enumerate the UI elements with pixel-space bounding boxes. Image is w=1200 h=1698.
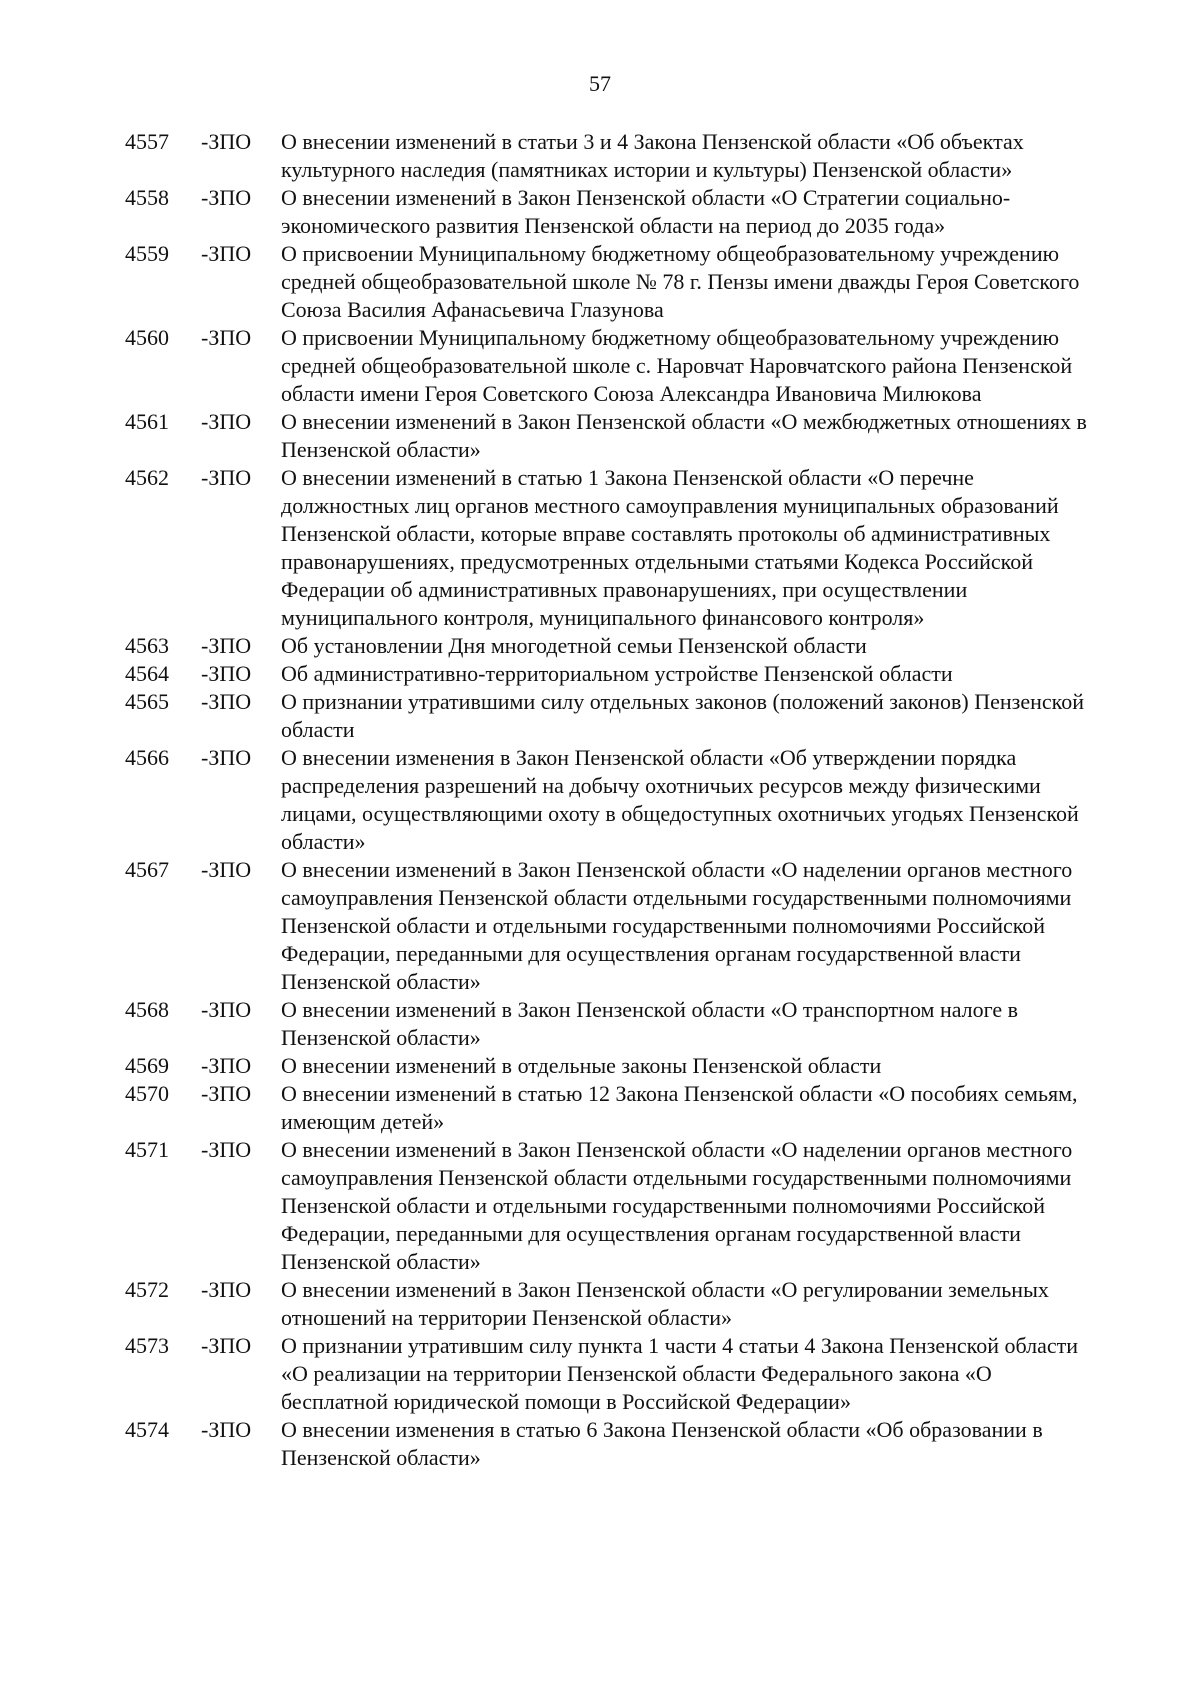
law-title: О внесении изменений в статью 1 Закона Пензенской области «О перечне должностных лиц органов местного самоуправления муниципальных образований Пензенской области, которые вправе составлять протоколы об административных правонарушениях, предусмотренных отдельными статьями Кодекса Российской Федерации об административных правонарушениях, при осуществлении муниципального контроля, муниципального финансового контроля»: [281, 465, 1059, 630]
law-suffix: -ЗПО: [201, 325, 252, 350]
law-title: О присвоении Муниципальному бюджетному общеобразовательному учреждению средней общеобразовательной школе № 78 г. Пензы имени дважды Героя Советского Союза Василия Афанасьевича Глазунова: [281, 241, 1080, 322]
list-item: [125, 324, 1090, 408]
list-item: [125, 1332, 1090, 1416]
list-item: [125, 1276, 1090, 1332]
law-title: О признании утратившими силу отдельных законов (положений законов) Пензенской области: [281, 689, 1085, 742]
law-title: О внесении изменений в Закон Пензенской области «О наделении органов местного самоуправления Пензенской области отдельными государственными полномочиями Пензенской области и отдельными государственными полномочиями Российской Федерации, переданными для осуществления органам государственной власти Пензенской области»: [281, 1137, 1073, 1274]
law-number: 4573: [125, 1333, 169, 1358]
law-suffix: -ЗПО: [201, 745, 252, 770]
law-suffix: -ЗПО: [201, 689, 252, 714]
list-item: [125, 1416, 1090, 1472]
law-suffix: -ЗПО: [201, 857, 252, 882]
list-item: [125, 632, 1090, 660]
list-item: [125, 688, 1090, 744]
law-title: О внесении изменений в Закон Пензенской области «О Стратегии социально-экономического развития Пензенской области на период до 2035 года»: [281, 185, 1011, 238]
page-number: 57: [589, 71, 611, 96]
law-number: 4564: [125, 661, 169, 686]
list-item: [125, 856, 1090, 996]
list-item: [125, 1052, 1090, 1080]
law-number: 4561: [125, 409, 169, 434]
list-item: [125, 240, 1090, 324]
law-suffix: -ЗПО: [201, 1417, 252, 1442]
law-title: О внесении изменений в отдельные законы Пензенской области: [281, 1053, 882, 1078]
law-suffix: -ЗПО: [201, 409, 252, 434]
list-item: [125, 996, 1090, 1052]
law-number: 4566: [125, 745, 169, 770]
law-suffix: -ЗПО: [201, 1053, 252, 1078]
law-number: 4568: [125, 997, 169, 1022]
law-suffix: -ЗПО: [201, 633, 252, 658]
list-item: [125, 464, 1090, 632]
law-title: О признании утратившим силу пункта 1 части 4 статьи 4 Закона Пензенской области «О реализации на территории Пензенской области Федерального закона «О бесплатной юридической помощи в Российской Федерации»: [281, 1333, 1079, 1414]
law-title: О присвоении Муниципальному бюджетному общеобразовательному учреждению средней общеобразовательной школе с. Наровчат Наровчатского района Пензенской области имени Героя Советского Союза Александра Ивановича Милюкова: [281, 325, 1073, 406]
law-title: Об административно-территориальном устройстве Пензенской области: [281, 661, 953, 686]
law-number: 4574: [125, 1417, 169, 1442]
law-list: [125, 128, 1090, 1472]
law-title: О внесении изменений в Закон Пензенской области «О наделении органов местного самоуправления Пензенской области отдельными государственными полномочиями Пензенской области и отдельными государственными полномочиями Российской Федерации, переданными для осуществления органам государственной власти Пензенской области»: [281, 857, 1073, 994]
list-item: [125, 744, 1090, 856]
law-number: 4563: [125, 633, 169, 658]
law-number: 4567: [125, 857, 169, 882]
law-suffix: -ЗПО: [201, 1277, 252, 1302]
law-number: 4558: [125, 185, 169, 210]
law-suffix: -ЗПО: [201, 185, 252, 210]
law-title: О внесении изменения в Закон Пензенской области «Об утверждении порядка распределения разрешений на добычу охотничьих ресурсов между физическими лицами, осуществляющими охоту в общедоступных охотничьих угодьях Пензенской области»: [281, 745, 1079, 854]
law-number: 4560: [125, 325, 169, 350]
law-suffix: -ЗПО: [201, 241, 252, 266]
law-suffix: -ЗПО: [201, 1333, 252, 1358]
law-title: О внесении изменений в Закон Пензенской области «О регулировании земельных отношений на территории Пензенской области»: [281, 1277, 1049, 1330]
law-number: 4557: [125, 129, 169, 154]
list-item: [125, 408, 1090, 464]
law-number: 4565: [125, 689, 169, 714]
law-suffix: -ЗПО: [201, 661, 252, 686]
law-title: О внесении изменений в Закон Пензенской области «О межбюджетных отношениях в Пензенской области»: [281, 409, 1087, 462]
law-number: 4569: [125, 1053, 169, 1078]
law-suffix: -ЗПО: [201, 1137, 252, 1162]
law-number: 4572: [125, 1277, 169, 1302]
list-item: [125, 128, 1090, 184]
list-item: [125, 1080, 1090, 1136]
law-number: 4562: [125, 465, 169, 490]
law-suffix: -ЗПО: [201, 1081, 252, 1106]
law-number: 4559: [125, 241, 169, 266]
list-item: [125, 184, 1090, 240]
law-number: 4571: [125, 1137, 169, 1162]
law-title: О внесении изменений в статью 12 Закона Пензенской области «О пособиях семьям, имеющим детей»: [281, 1081, 1078, 1134]
law-suffix: -ЗПО: [201, 129, 252, 154]
law-title: О внесении изменений в статьи 3 и 4 Закона Пензенской области «Об объектах культурного наследия (памятниках истории и культуры) Пензенской области»: [281, 129, 1024, 182]
list-item: [125, 660, 1090, 688]
law-title: Об установлении Дня многодетной семьи Пензенской области: [281, 633, 867, 658]
list-item: [125, 1136, 1090, 1276]
law-suffix: -ЗПО: [201, 997, 252, 1022]
law-title: О внесении изменений в Закон Пензенской области «О транспортном налоге в Пензенской области»: [281, 997, 1019, 1050]
law-title: О внесении изменения в статью 6 Закона Пензенской области «Об образовании в Пензенской области»: [281, 1417, 1043, 1470]
law-suffix: -ЗПО: [201, 465, 252, 490]
law-number: 4570: [125, 1081, 169, 1106]
